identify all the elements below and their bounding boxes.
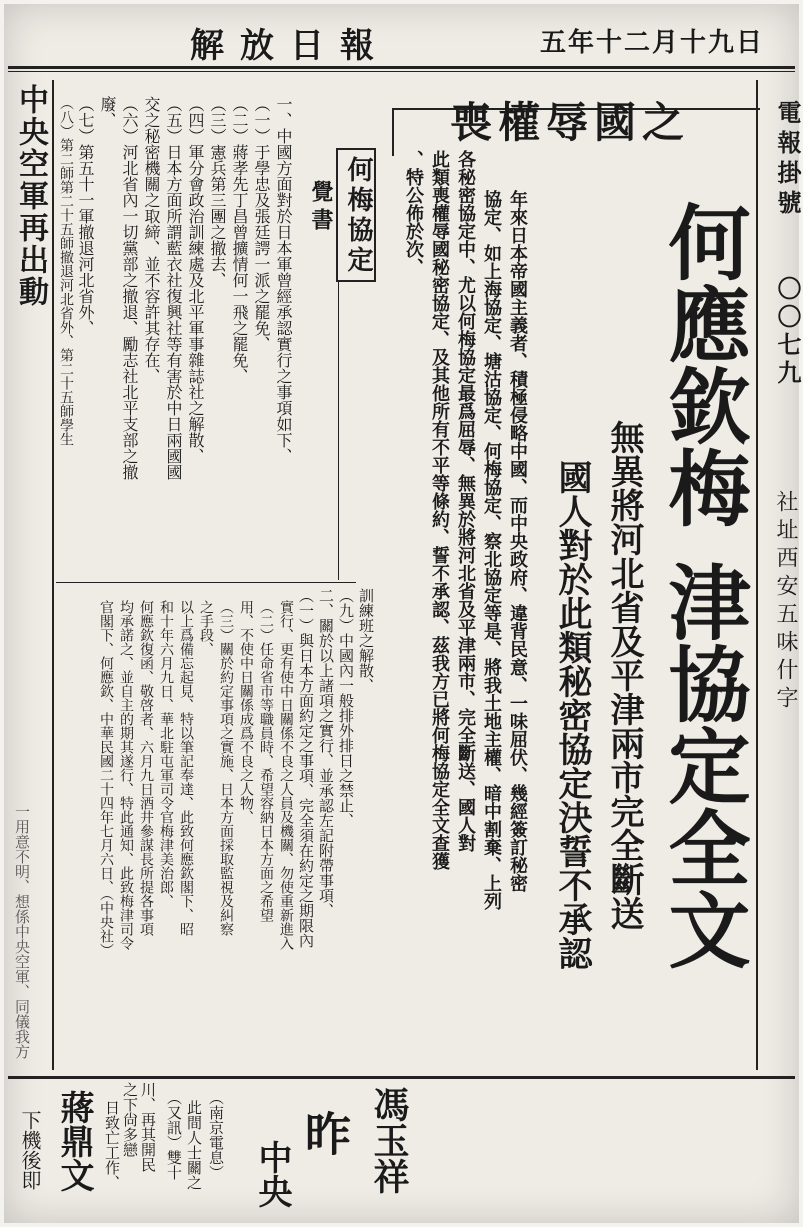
memo-item: （七）第五十一軍撤退河北省外、 — [76, 96, 95, 336]
sidebar-address: 社址西安五味什字 — [773, 490, 798, 714]
memo-item: 廢、 — [98, 96, 117, 128]
left-column-text: 一用意不明、想係中央空軍、同儀我方 — [13, 804, 31, 1059]
lead-line-5: 、特公佈於次、 — [403, 150, 424, 276]
sidebar-telegraph: 電報掛號 — [773, 100, 802, 220]
main-headline-1: 何應欽梅 — [655, 200, 751, 528]
memo-item: （四）軍分會政治訓練處及北平軍事雜誌社之解散、 — [186, 96, 205, 464]
subheadline-2: 國人對於此類秘密協定決誓不承認 — [552, 460, 592, 970]
bottom-left-headline: 蔣鼎文 — [54, 1090, 94, 1192]
memo-item: （八）第二師第二十五師撤退河北省外、第二十五師學生 — [58, 96, 74, 446]
bottom-fragment: （又訊）雙十 — [165, 1090, 183, 1180]
memo-item: 交之秘密機關之取締、並不容許其存在、 — [142, 96, 161, 384]
column-divider — [52, 80, 54, 1070]
masthead-paper-name: 解放日報 — [190, 26, 390, 66]
kicker-bracket — [392, 108, 394, 156]
lead-line-1: 年來日本帝國主義者、積極侵略中國、而中央政府、違背民意、一味屈伏、幾經簽訂秘密 — [507, 190, 528, 892]
lead-line-4: 此類喪權辱國秘密協定、及其他所有不平等條約、誓不承認、茲我方已將何梅協定全文查獲 — [429, 150, 450, 870]
masthead-rule-thin — [8, 71, 795, 72]
bottom-rule — [8, 1076, 795, 1079]
bottom-mid-headline: 昨 — [298, 1110, 352, 1156]
bottom-fragment: 日致亡工作、 — [103, 1100, 121, 1190]
masthead-date: 五年十二月十九日 — [540, 28, 765, 58]
lower-item: 均承諾之、並自主的期其遂行、特此通知、此致梅津司令 — [118, 600, 134, 950]
lead-line-3: 各秘密協定中、尤以何梅協定最爲屈辱、無異於將河北省及平津兩市、完全斷送、國人對 — [455, 150, 476, 852]
box-divider — [338, 280, 339, 580]
lower-item: 實行、更有使中日關係不良之人員及機關、勿使重新進入 — [278, 600, 294, 950]
subheadline-1: 無異將河北省及平津兩市完全斷送 — [604, 420, 644, 930]
memo-title: 覺書 — [308, 180, 334, 236]
lower-item: （一）與日本方面約定之事項、完全須在約定之期限內 — [297, 588, 315, 948]
memo-item: （六）河北省內一切黨部之撤退、勵志社北平支部之撤 — [120, 96, 139, 480]
bottom-fragment: （南京電息） — [207, 1090, 225, 1180]
lower-item: （九）中國內一般排外排日之禁止、 — [337, 588, 355, 828]
bottom-fragment: 此間人士關之 — [185, 1100, 203, 1190]
memo-item: （一）于學忠及張廷諤一派之罷免、 — [252, 96, 271, 352]
section-rule — [56, 582, 356, 583]
left-column-headline: 中央空軍再出動 — [13, 84, 48, 308]
masthead-rule — [8, 66, 795, 69]
lower-item: 以上爲備忘起見、特以筆記奉達、此致何應欽閣下、昭 — [178, 600, 194, 936]
lower-item: 二、關於以上諸項之實行、並承認左記附帶事項、 — [317, 588, 335, 918]
memo-item: 一、中國方面對於日本軍曾經承認實行之事項如下、 — [274, 96, 293, 464]
bottom-fragment: 之下尙多戀 — [121, 1082, 139, 1157]
lead-line-2: 協定、如上海協定、塘沽協定、何梅協定、察北協定等是、將我土地主權、暗中割棄、上列 — [481, 190, 502, 910]
kicker-headline: 喪權辱國之 — [450, 98, 691, 147]
lower-item: 和十年六月九日、華北駐屯軍司令官梅津美治郎、 — [158, 600, 174, 908]
lower-item: （三）關於約定事項之實施、日本方面採取監視及糾察 — [218, 600, 234, 936]
sidebar-code: 〇〇七九 — [773, 276, 802, 388]
memo-item: （三）憲兵第三團之撤去、 — [208, 96, 227, 288]
lower-item: 官閣下、何應欽、中華民國二十四年七月六日、（中央社） — [98, 600, 114, 957]
main-headline-2: 津協定全文 — [655, 560, 751, 970]
memo-item: （五）日本方面所謂藍衣社復興社等有害於中日兩國國 — [164, 96, 183, 480]
agreement-title: 何梅協定 — [343, 156, 373, 276]
lower-item: 用、不使中日關係成爲不良之人物、 — [238, 600, 254, 824]
lower-item: 之手段、 — [198, 600, 214, 656]
bottom-right-headline: 馮玉祥 — [368, 1086, 410, 1194]
lower-item: （二）任命省市等職員時、希望容納日本方面之希望 — [258, 600, 274, 922]
memo-item: （二）蔣孝先丁昌曾擴情何一飛之罷免、 — [230, 96, 249, 384]
lower-item: 何應欽復函、敬啓者、六月九日酒井參謀長所提各事項 — [138, 600, 154, 936]
bottom-left-sub: 下機後即 — [18, 1110, 42, 1190]
bottom-mid-headline-2: 中央 — [252, 1140, 292, 1208]
lower-item: 訓練班之解散、 — [357, 588, 375, 693]
bottom-fragment: 川、再其開民 — [139, 1082, 157, 1172]
sidebar-divider — [756, 80, 758, 1070]
